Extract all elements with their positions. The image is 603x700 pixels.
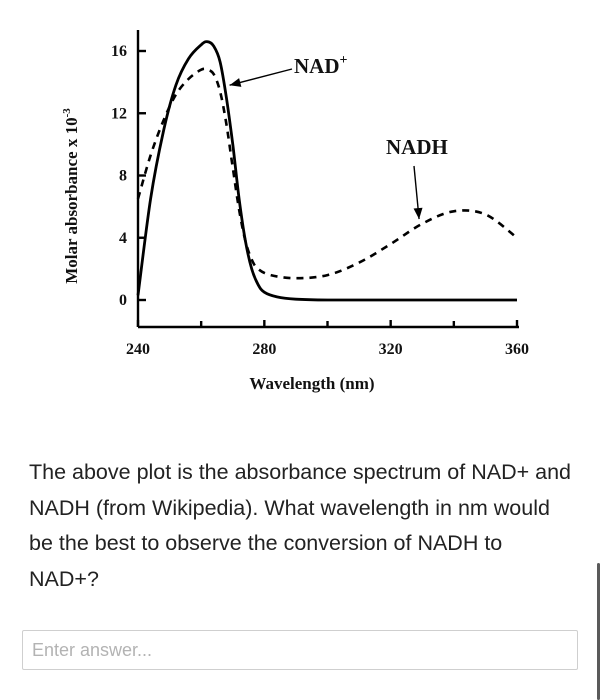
y-tick-label: 12	[111, 105, 127, 123]
x-axis-label: Wavelength (nm)	[249, 374, 375, 393]
y-tick-label: 16	[111, 43, 127, 60]
annotation-nadh-text: NADH	[386, 135, 448, 159]
y-axis-label	[61, 108, 81, 284]
y-tick-label: 0	[119, 292, 127, 309]
annotation-arrow-head	[230, 78, 242, 87]
x-tick-label: 280	[252, 341, 277, 358]
annotation-nad-superscript: +	[339, 53, 348, 68]
series-line-nad	[138, 42, 517, 300]
annotation-arrow-head	[414, 208, 423, 219]
chart-series	[138, 42, 517, 300]
y-tick-label: 8	[119, 167, 127, 185]
y-axis-label-exponent: -3	[61, 108, 73, 118]
x-tick-label: 360	[505, 341, 529, 358]
series-line-nadh	[138, 69, 517, 278]
question-text: The above plot is the absorbance spectrum of NAD+ and NADH (from Wikipedia). What wavelength in nm would be the best to observe the conversion of NADH to NAD+?	[29, 460, 571, 591]
y-tick-label: 4	[119, 229, 127, 247]
scrollbar-thumb[interactable]	[597, 563, 600, 700]
chart-annotations	[230, 53, 448, 219]
annotation-nad-text: NAD	[294, 54, 340, 78]
annotation-nad	[294, 53, 348, 78]
x-tick-label: 320	[378, 341, 403, 358]
x-tick-label: 240	[126, 341, 150, 358]
y-axis-label-main: Molar absorbance x 10	[62, 117, 81, 284]
answer-input[interactable]	[22, 630, 578, 670]
scrollbar[interactable]	[596, 0, 603, 700]
annotation-nadh	[386, 135, 448, 159]
